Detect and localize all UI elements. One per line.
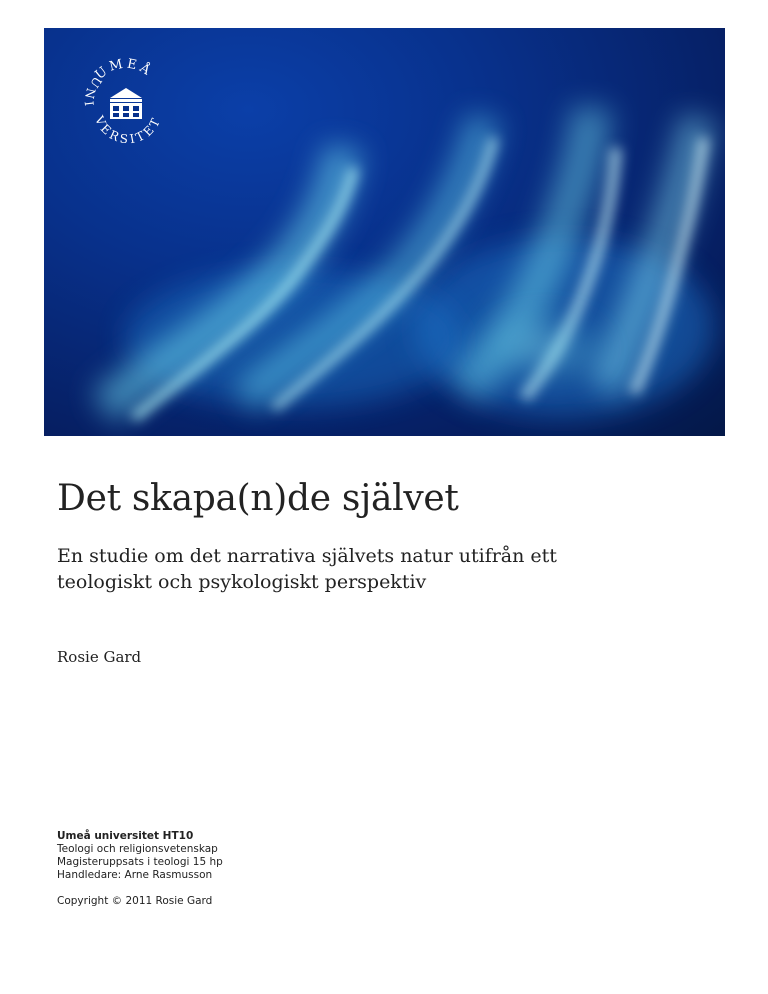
svg-text:UNI: UNI [81,73,105,111]
svg-text:VERSITET: VERSITET [91,113,164,147]
department-line: Teologi och religionsvetenskap [57,843,218,855]
cover-image [44,28,725,436]
document-subtitle: En studie om det narrativa självets natur utifrån ett teologiskt och psykologiskt perspektiv [57,545,557,593]
copyright-line: Copyright © 2011 Rosie Gard [57,895,213,907]
university-seal-icon [70,46,182,158]
document-title: Det skapa(n)de självet [57,478,459,519]
university-line: Umeå universitet HT10 [57,830,194,842]
svg-text:UMEÅ: UMEÅ [92,56,156,83]
university-logo [70,46,182,158]
supervisor-line: Handledare: Arne Rasmusson [57,869,213,881]
thesis-line: Magisteruppsats i teologi 15 hp [57,856,223,868]
thesis-info [57,830,223,908]
author-name: Rosie Gard [57,648,142,666]
